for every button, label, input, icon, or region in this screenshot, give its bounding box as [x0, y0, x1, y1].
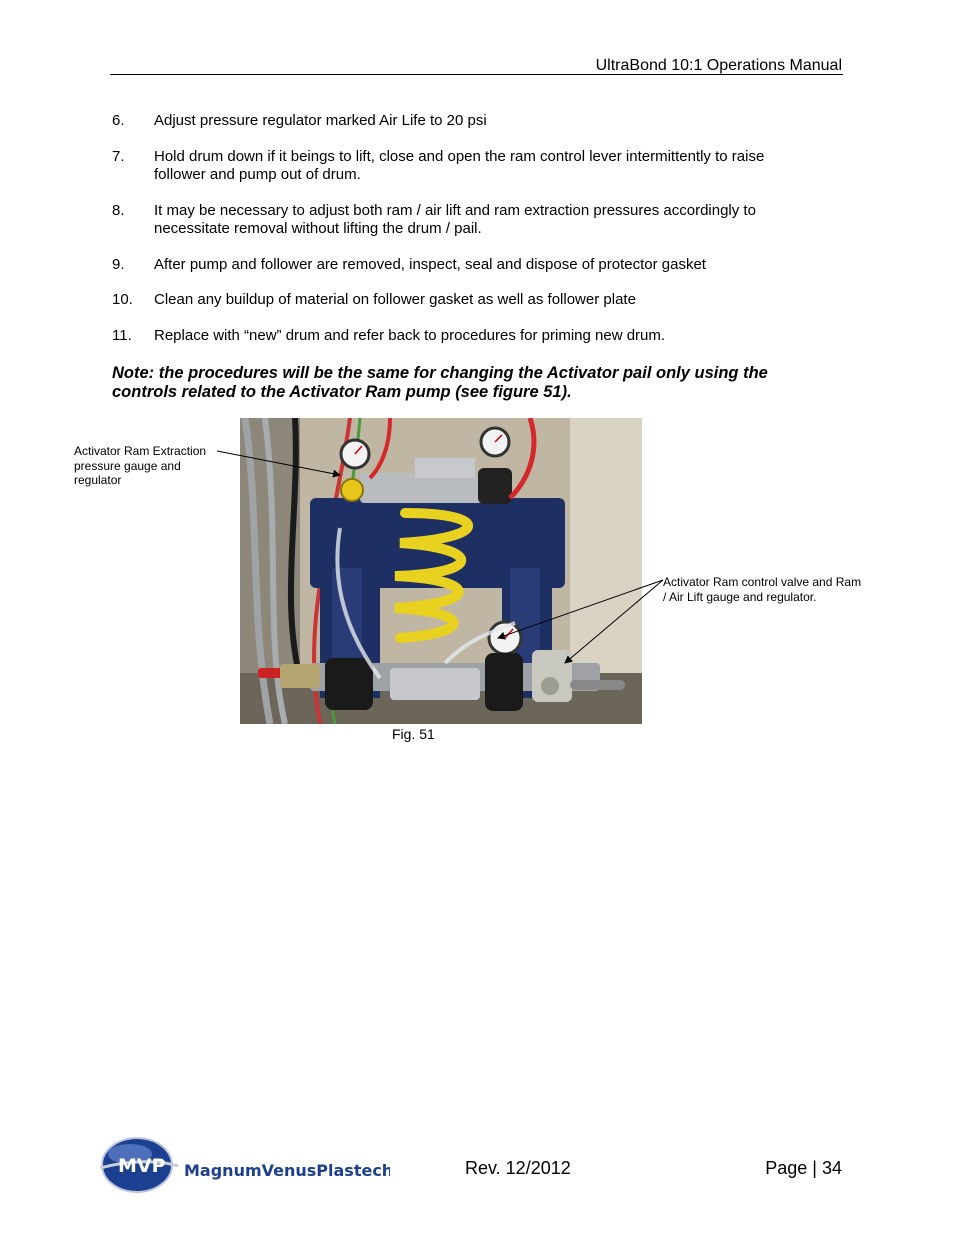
step-text: It may be necessary to adjust both ram / air lift and ram extraction pressures accordingly to necessitate removal without lifting the drum / pail.: [154, 202, 756, 237]
figure-photo: [240, 418, 642, 724]
step-text: Hold drum down if it beings to lift, close and open the ram control lever intermittently to raise follower and pump out of drum.: [154, 148, 765, 183]
header-rule: [110, 74, 843, 75]
figure-caption: Fig. 51: [392, 726, 435, 742]
step-number: 8.: [112, 202, 125, 219]
step-text: Replace with “new” drum and refer back to procedures for priming new drum.: [154, 327, 666, 344]
page-number: Page | 34: [765, 1158, 842, 1178]
step-number: 10.: [112, 291, 133, 308]
callout-left: Activator Ram Extraction pressure gauge and regulator: [74, 444, 207, 487]
company-logo: [100, 1134, 390, 1196]
step-number: 9.: [112, 256, 125, 273]
step-number: 7.: [112, 148, 125, 165]
step-number: 6.: [112, 112, 125, 129]
step-text: Clean any buildup of material on follower gasket as well as follower plate: [154, 291, 636, 308]
logo-text: MagnumVenusPlastech: [184, 1161, 390, 1180]
step-number: 11.: [112, 327, 132, 344]
note-text: Note: the procedures will be the same for changing the Activator pail only using the controls related to the Activator Ram pump (see figure 51).: [112, 364, 768, 401]
header-title: UltraBond 10:1 Operations Manual: [595, 57, 842, 74]
step-text: After pump and follower are removed, inspect, seal and dispose of protector gasket: [154, 256, 706, 273]
logo-mark: MVP: [118, 1155, 166, 1177]
callout-right: Activator Ram control valve and Ram / Air Lift gauge and regulator.: [663, 575, 862, 604]
step-text: Adjust pressure regulator marked Air Life to 20 psi: [154, 112, 487, 129]
revision-label: Rev. 12/2012: [465, 1158, 571, 1178]
